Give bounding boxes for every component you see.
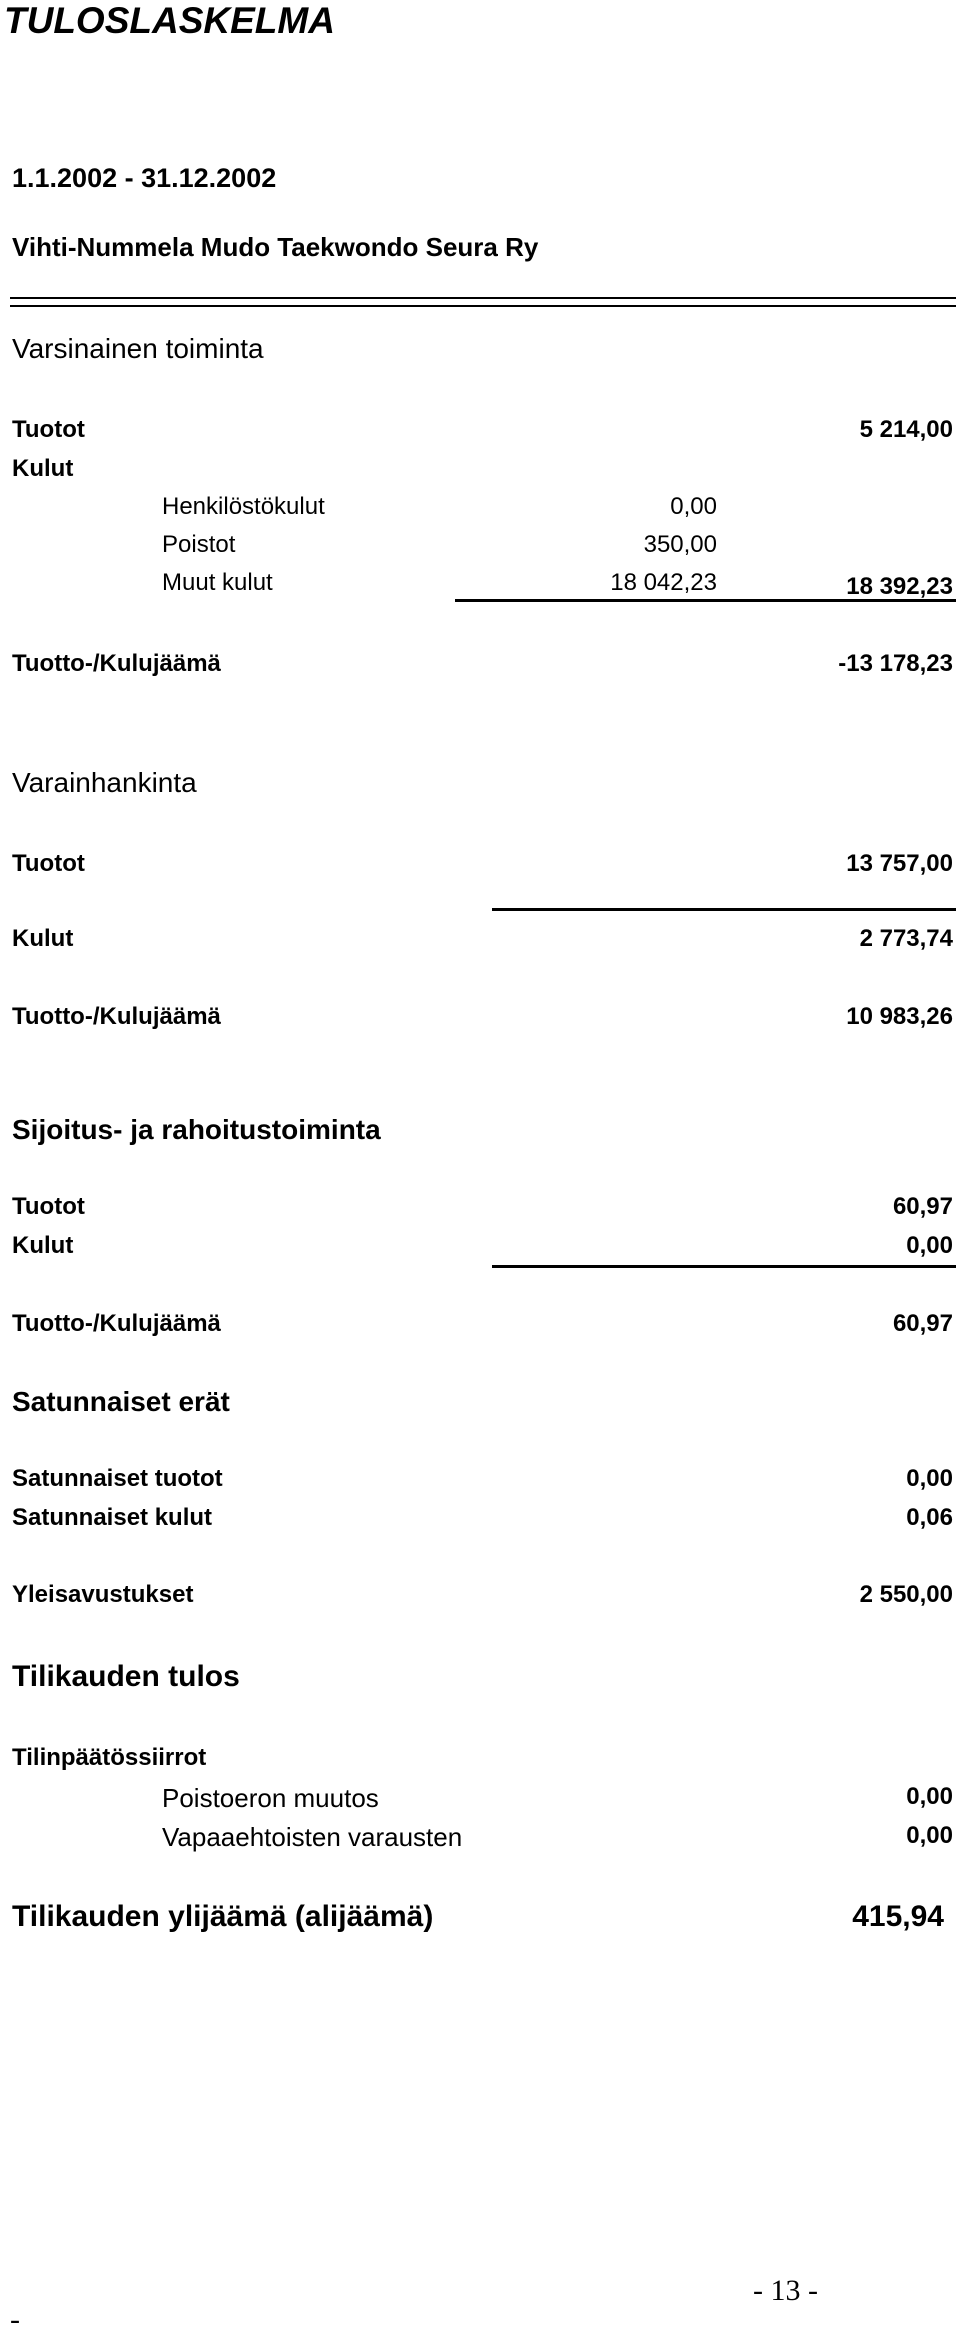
yleisavustukset-value: 2 550,00 xyxy=(859,1581,953,1608)
varainhankinta-jaama-label: Tuotto-/Kulujäämä xyxy=(12,1003,221,1030)
varainhankinta-kulut-label: Kulut xyxy=(12,925,74,952)
varsinainen-tuotot-value: 5 214,00 xyxy=(859,416,953,443)
yleisavustukset-label: Yleisavustukset xyxy=(12,1581,194,1608)
section-heading-tilikauden-tulos: Tilikauden tulos xyxy=(12,1660,240,1693)
muut-kulut-value: 18 042,23 xyxy=(610,569,717,596)
ylijaama-label: Tilikauden ylijäämä (alijäämä) xyxy=(12,1900,434,1933)
bottom-dash: - xyxy=(10,2303,20,2336)
sijoitus-jaama-label: Tuotto-/Kulujäämä xyxy=(12,1310,221,1337)
satunnaiset-tuotot-value: 0,00 xyxy=(906,1465,953,1492)
henkilostokulut-value: 0,00 xyxy=(670,493,717,520)
henkilostokulut-label: Henkilöstökulut xyxy=(162,493,325,520)
document-title: TULOSLASKELMA xyxy=(4,0,335,41)
varainhankinta-tuotot-value: 13 757,00 xyxy=(846,850,953,877)
poistot-label: Poistot xyxy=(162,531,236,558)
sijoitus-kulut-rule xyxy=(492,1265,956,1268)
sijoitus-jaama-value: 60,97 xyxy=(892,1310,953,1337)
varsinainen-tuotot-label: Tuotot xyxy=(12,416,85,443)
varsinainen-kulut-total: 18 392,23 xyxy=(846,573,953,600)
satunnaiset-kulut-label: Satunnaiset kulut xyxy=(12,1504,213,1531)
period-text: 1.1.2002 - 31.12.2002 xyxy=(12,163,277,193)
varsinainen-kulut-label: Kulut xyxy=(12,455,74,482)
varainhankinta-kulut-rule xyxy=(492,908,956,911)
section-heading-varainhankinta: Varainhankinta xyxy=(12,767,197,798)
poistot-value: 350,00 xyxy=(643,531,717,558)
section-heading-varsinainen: Varsinainen toiminta xyxy=(12,333,264,364)
section-heading-satunnaiset: Satunnaiset erät xyxy=(12,1386,230,1417)
section-heading-sijoitus: Sijoitus- ja rahoitustoiminta xyxy=(12,1114,381,1145)
varaukset-value: 0,00 xyxy=(906,1822,953,1849)
sijoitus-tuotot-label: Tuotot xyxy=(12,1193,85,1220)
ylijaama-value: 415,94 xyxy=(852,1900,944,1933)
organization-name: Vihti-Nummela Mudo Taekwondo Seura Ry xyxy=(12,232,539,262)
satunnaiset-kulut-value: 0,06 xyxy=(906,1504,953,1531)
muut-kulut-label: Muut kulut xyxy=(162,569,273,596)
poistoero-value: 0,00 xyxy=(906,1783,953,1810)
header-double-rule xyxy=(10,297,956,307)
sijoitus-kulut-value: 0,00 xyxy=(906,1232,953,1259)
page-number: - 13 - xyxy=(753,2274,818,2307)
tilinpaatossiirrot-label: Tilinpäätössiirrot xyxy=(12,1744,207,1771)
sijoitus-tuotot-value: 60,97 xyxy=(892,1193,953,1220)
sijoitus-kulut-label: Kulut xyxy=(12,1232,74,1259)
varaukset-label: Vapaaehtoisten varausten xyxy=(162,1822,463,1852)
varainhankinta-tuotot-label: Tuotot xyxy=(12,850,85,877)
varsinainen-jaama-label: Tuotto-/Kulujäämä xyxy=(12,650,221,677)
varainhankinta-kulut-value: 2 773,74 xyxy=(859,925,953,952)
varsinainen-jaama-value: -13 178,23 xyxy=(838,650,953,677)
poistoero-label: Poistoeron muutos xyxy=(162,1783,379,1813)
varainhankinta-jaama-value: 10 983,26 xyxy=(846,1003,953,1030)
satunnaiset-tuotot-label: Satunnaiset tuotot xyxy=(12,1465,223,1492)
